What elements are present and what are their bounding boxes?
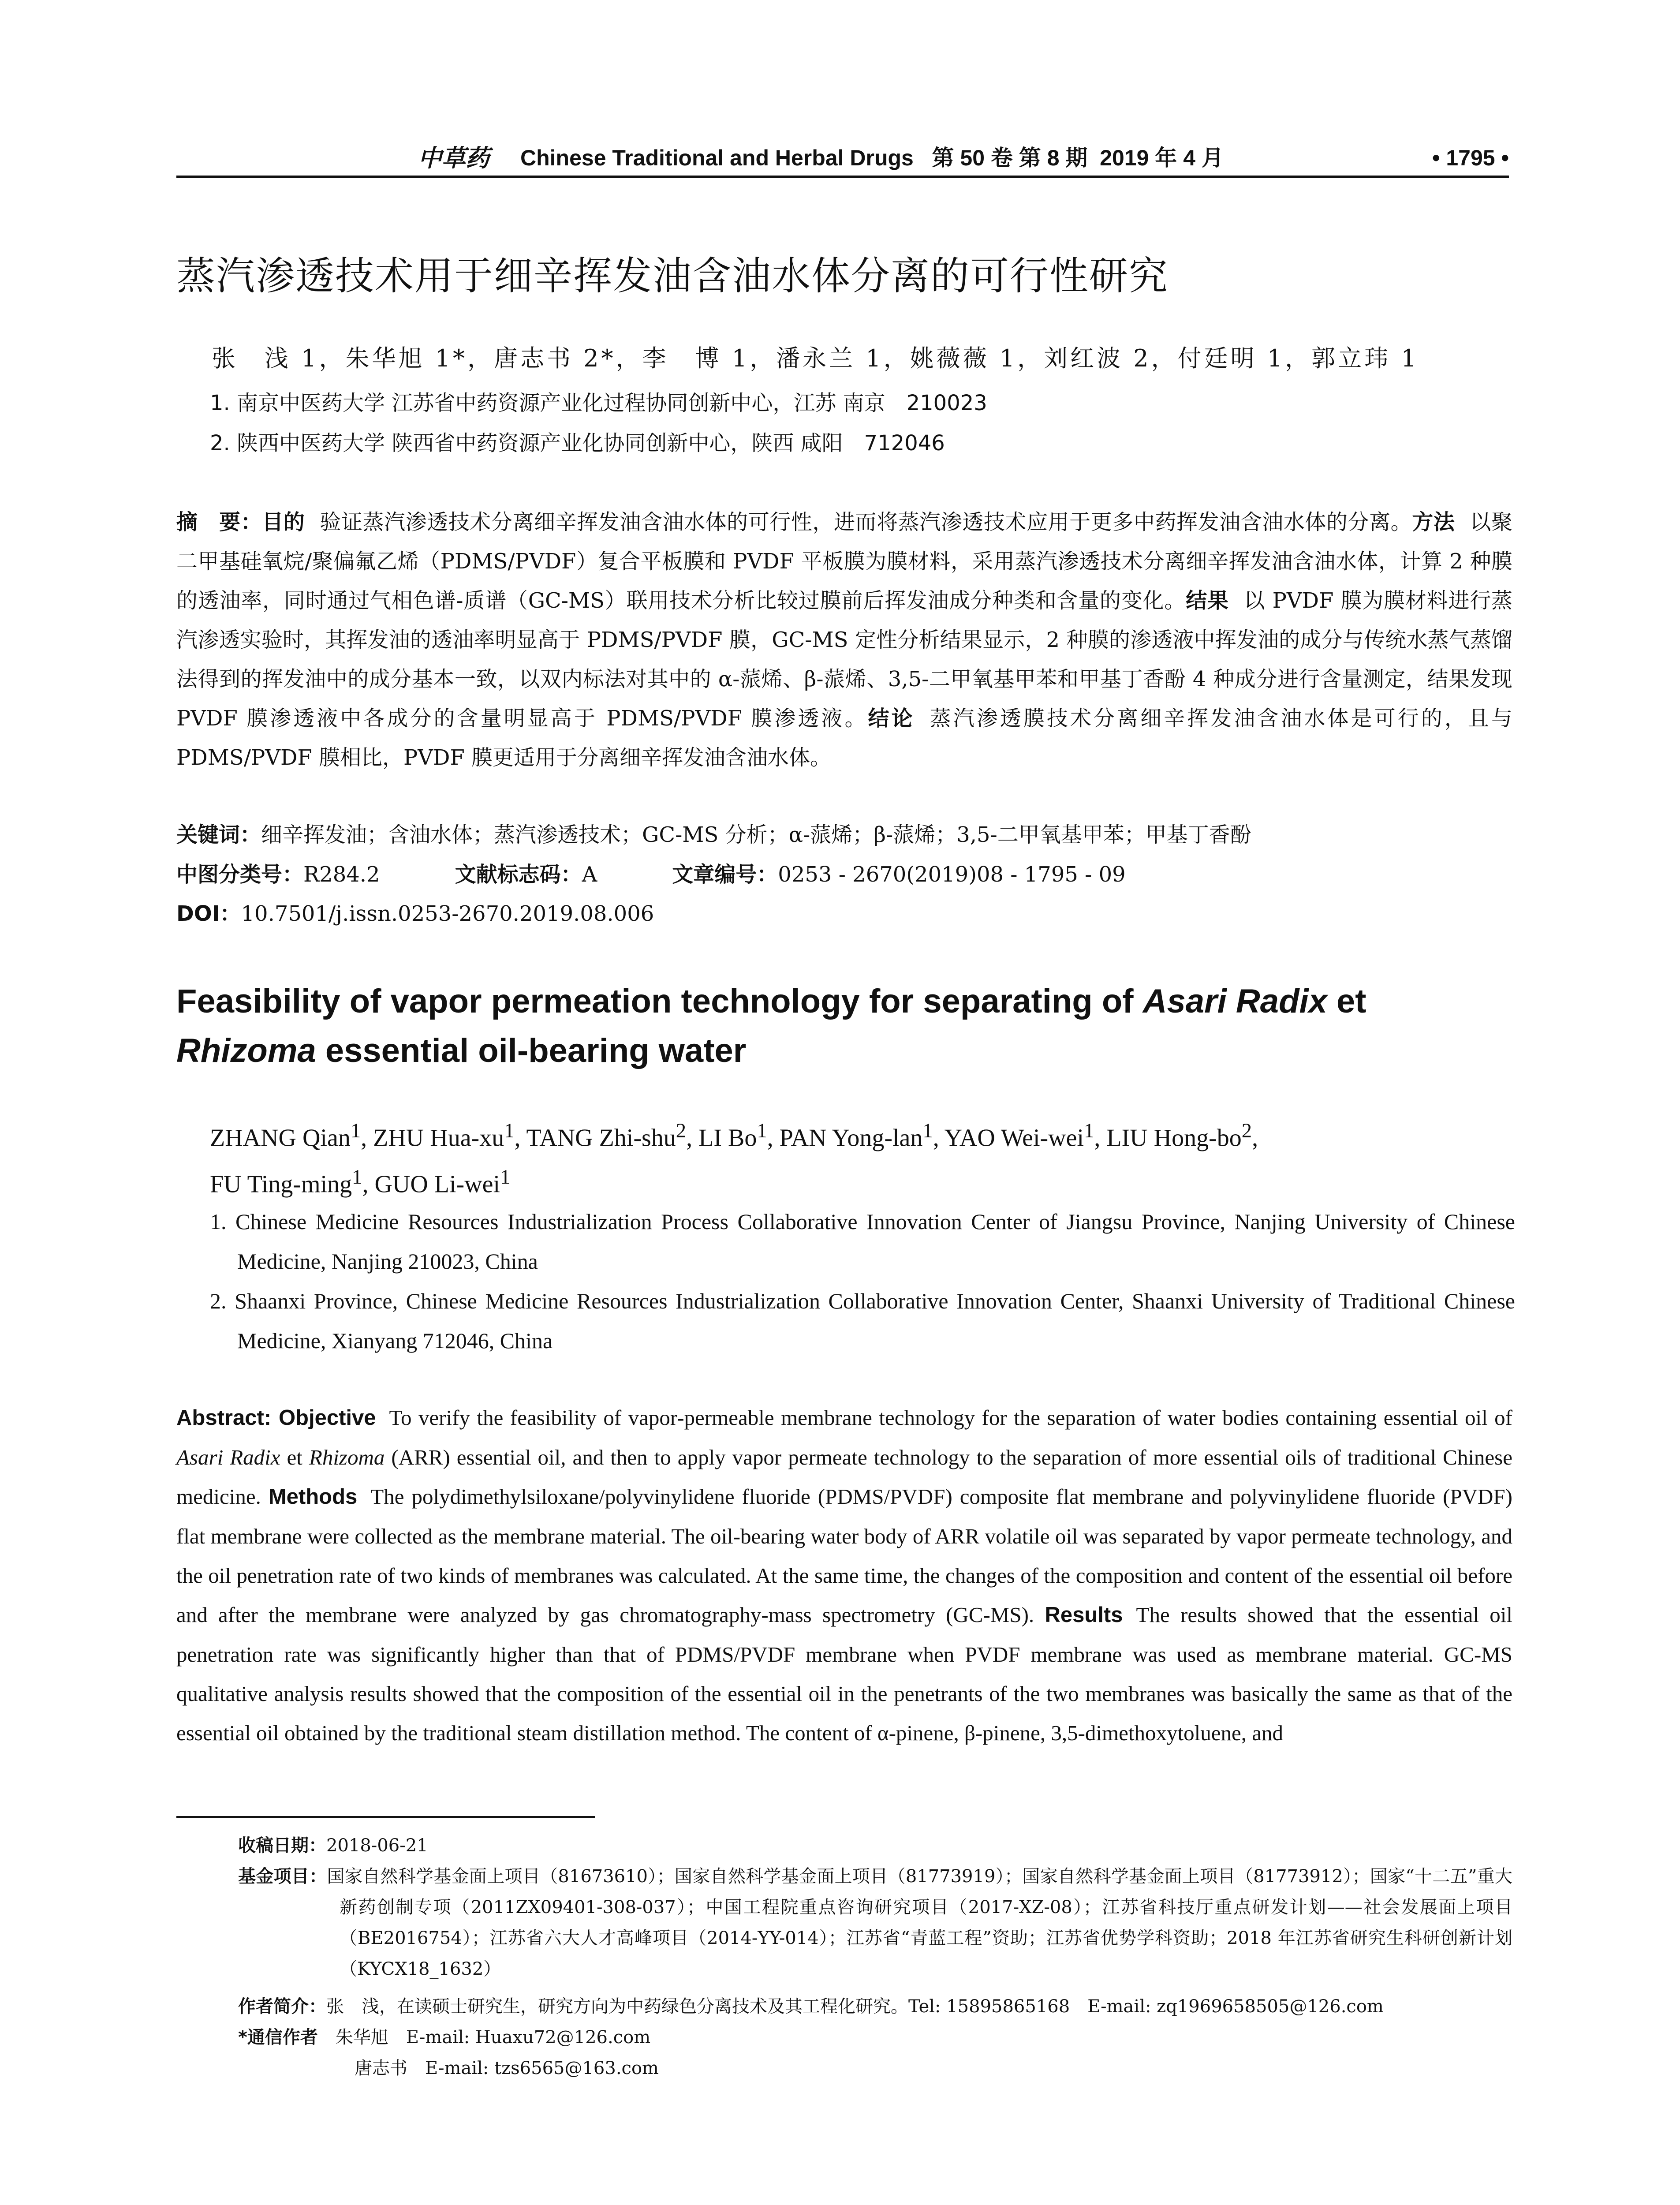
methods-label-en: Methods (268, 1485, 358, 1509)
journal-name-cn: 中草药 (418, 144, 489, 172)
methods-text-cn: 以聚二甲基硅氧烷/聚偏氟乙烯（PDMS/PVDF）复合平板膜和 PVDF 平板膜为膜材料，采用蒸汽渗透技术分离细辛挥发油含油水体，计算 2 种膜的透油率，同时通过气相色谱-质谱（GC-MS）联用技术分析比较过膜前后挥发油成分种类和含量的变化。 (176, 510, 1512, 613)
authors-en: ZHANG Qian$^1$, ZHU Hua-$xu^1$, TANG Zhi-shu$^2$, LI Bo$^1$, PAN Yong-lan$^1$, YAO Wei-wei$^1$, LIU Hong-$bo^2$, FU Ting-ming$^1$, GUO Li-wei$^1$ (210, 1119, 1258, 1198)
results-text-cn: 以 PVDF 膜为膜材料进行蒸汽渗透实验时，其挥发油的透油率明显高于 PDMS/PVDF 膜，GC-MS 定性分析结果显示，2 种膜的渗透液中挥发油的成分与传统水蒸气蒸馏法得到的挥发油中的成分基本一致，以双内标法对其中的 α-蒎烯、β-蒎烯、3,5-二甲氧基甲苯和甲基丁香酚 4 种成分进行含量测定，结果发现 PVDF 膜渗透液中各成分的含量明显高于 PDMS/PVDF 膜渗透液。 (176, 588, 1512, 731)
author-en-sup: 1 (1084, 1119, 1094, 1142)
author-en-sup: 1 (500, 1165, 511, 1188)
title-en-part3: essential oil-bearing water (316, 1032, 747, 1069)
author-en-name: FU Ting-ming (210, 1170, 352, 1198)
author-en-name: PAN Yong-lan (779, 1124, 923, 1152)
results-label-cn: 结果 (1186, 588, 1229, 613)
author-en-name: ZHANG Qian (210, 1124, 351, 1152)
title-en (176, 977, 1499, 1076)
corresponding-author-2: 唐志书 E-mail: tzs6565@163.com (355, 2058, 659, 2078)
received-date: 2018-06-21 (326, 1835, 428, 1856)
author-en-sup: 2 (1241, 1119, 1252, 1142)
abstract-objective-label-en: Abstract: Objective (176, 1406, 376, 1430)
article-number-label: 文章编号： (672, 862, 778, 887)
abstract-en (176, 1398, 1512, 1753)
corresponding-label: *通信作者 (238, 2027, 318, 2048)
author-en-sup: 1 (922, 1119, 933, 1142)
journal-issue-info: Chinese Traditional and Herbal Drugs 第 50 卷 第 8 期 2019 年 4 月 (520, 146, 1224, 170)
title-cn: 蒸汽渗透技术用于细辛挥发油含油水体分离的可行性研究 (176, 253, 1169, 299)
objective-text-en-b: et (280, 1445, 309, 1469)
author-bio-label: 作者简介： (238, 1996, 326, 2017)
affiliation-cn-2: 2. 陕西中医药大学 陕西省中药资源产业化协同创新中心，陕西 咸阳 712046 (210, 431, 945, 456)
doi-line (176, 897, 654, 927)
title-en-part2: et (1327, 983, 1366, 1020)
funding-label: 基金项目： (238, 1866, 327, 1887)
objective-text-en-c: (ARR) essential oil, and then to apply vapor permeate technology to the separation of more essential oils of traditional Chinese medicine. (176, 1445, 1513, 1509)
conclusion-label-cn: 结论 (868, 706, 915, 731)
funding-text: 国家自然科学基金面上项目（81673610）；国家自然科学基金面上项目（81773919）；国家自然科学基金面上项目（81773912）；国家“十二五”重大新药创制专项（2011ZX09401-308-037）；中国工程院重点咨询研究项目（2017-XZ-08）；江苏省科技厅重点研发计划——社会发展面上项目（BE2016754）；江苏省六大人才高峰项目（2014-YY-014）；江苏省“青蓝工程”资助；江苏省优势学科资助；2018 年江苏省研究生科研创新计划（KYCX18_1632） (327, 1866, 1513, 1979)
footnote-divider (176, 1816, 595, 1818)
author-en-name: LIU Hong-bo (1106, 1124, 1242, 1152)
objective-label-cn: 目的 (262, 510, 305, 534)
author-en-name: YAO Wei-wei (944, 1124, 1084, 1152)
clc-value: R284.2 (303, 862, 380, 887)
author-en-name: LI Bo (698, 1124, 757, 1152)
author-en-name: TANG Zhi-shu (526, 1124, 676, 1152)
objective-text-cn: 验证蒸汽渗透技术分离细辛挥发油含油水体的可行性，进而将蒸汽渗透技术应用于更多中药挥发油含油水体的分离。 (320, 510, 1412, 534)
title-en-italic1: Asari Radix (1142, 983, 1327, 1020)
keywords-label-cn: 关键词： (176, 822, 261, 847)
objective-text-en-a: To verify the feasibility of vapor-permeable membrane technology for the separation of water bodies containing essential oil of (389, 1405, 1512, 1430)
keywords-text-cn: 细辛挥发油；含油水体；蒸汽渗透技术；GC-MS 分析；α-蒎烯；β-蒎烯；3,5-二甲氧基甲苯；甲基丁香酚 (261, 822, 1251, 847)
objective-text-en-italic2: Rhizoma (309, 1445, 385, 1469)
abstract-label-cn: 摘 要： (176, 510, 262, 534)
author-en-sup: 1 (350, 1119, 361, 1142)
doc-code-value: A (582, 862, 597, 887)
footnote-corresponding-2 (355, 2053, 1629, 2084)
conclusion-text-cn: 蒸汽渗透膜技术分离细辛挥发油含油水体是可行的，且与 PDMS/PVDF 膜相比，PVDF 膜更适用于分离细辛挥发油含油水体。 (176, 706, 1512, 770)
page-number: • 1795 • (1432, 146, 1509, 170)
doi-link[interactable]: 10.7501/j.issn.0253-2670.2019.08.006 (241, 901, 654, 926)
author-en-sup: 2 (676, 1119, 687, 1142)
corresponding-author-1: 朱华旭 E-mail: Huaxu72@126.com (335, 2027, 651, 2048)
footnote-funding (238, 1861, 1512, 1984)
classification-line (176, 857, 1126, 888)
title-en-part1: Feasibility of vapor permeation technology for separating of (176, 983, 1143, 1020)
author-en-name: GUO Li-wei (374, 1170, 500, 1198)
clc-label: 中图分类号： (176, 862, 304, 887)
author-en-sup: 1 (504, 1119, 515, 1142)
results-text-en: The results showed that the essential oil penetration rate was significantly higher than that of PDMS/PVDF membrane when PVDF membrane was used as membrane material. GC-MS qualitative analysis results showed that the composition of the essential oil in the penetrants of the two membranes was basically the same as that of the essential oil obtained by the traditional steam distillation method. The content of α-pinene, β-pinene, 3,5-dimethoxytoluene, and (176, 1603, 1512, 1745)
received-label: 收稿日期： (238, 1835, 326, 1856)
methods-label-cn: 方法 (1412, 510, 1455, 534)
keywords-cn (176, 818, 1251, 848)
footnote-received (238, 1830, 1512, 1861)
author-bio-text: 张 浅，在读硕士研究生，研究方向为中药绿色分离技术及其工程化研究。Tel: 15895865168 E-mail: zq1969658505@126.com (326, 1996, 1384, 2017)
methods-text-en: The polydimethylsiloxane/polyvinylidene fluoride (PDMS/PVDF) composite flat membrane and polyvinylidene fluoride (PVDF) flat membrane were collected as the membrane material. The oil-bearing water body of ARR volatile oil was separated by vapor permeate technology, and the oil penetration rate of two kinds of membranes was calculated. At the same time, the changes of the composition and content of the essential oil before and after the membrane were analyzed by gas chromatography-mass spectrometry (GC-MS). (176, 1484, 1513, 1627)
affiliation-en-2: 2. Shaanxi Province, Chinese Medicine Resources Industrialization Collaborative Innovation Center, Shaanxi University of Traditional Chinese Medicine, Xianyang 712046, China (210, 1289, 1515, 1353)
footnote-author-bio (238, 1991, 1512, 2022)
doi-label: DOI： (176, 901, 241, 926)
objective-text-en-italic1: Asari Radix (176, 1445, 280, 1469)
title-en-italic2: Rhizoma (176, 1032, 316, 1069)
author-en-name: ZHU Hua-xu (373, 1124, 504, 1152)
affiliation-en-1: 1. Chinese Medicine Resources Industrialization Process Collaborative Innovation Center of Jiangsu Province, Nanjing University of Chinese Medicine, Nanjing 210023, China (210, 1209, 1515, 1274)
article-number-value: 0253 - 2670(2019)08 - 1795 - 09 (778, 862, 1126, 887)
author-en-sup: 1 (352, 1165, 362, 1188)
abstract-cn (176, 503, 1512, 777)
footnote-corresponding (238, 2022, 1512, 2053)
authors-cn: 张 浅 1，朱华旭 1*，唐志书 2*，李 博 1，潘永兰 1，姚薇薇 1，刘红波 2，付廷明 1，郭立玮 1 (212, 344, 1419, 372)
affiliation-cn-1: 1. 南京中医药大学 江苏省中药资源产业化过程协同创新中心，江苏 南京 210023 (210, 391, 987, 415)
results-label-en: Results (1045, 1603, 1123, 1627)
doc-code-label: 文献标志码： (455, 862, 582, 887)
author-en-sup: 1 (757, 1119, 767, 1142)
running-header (176, 140, 1509, 178)
